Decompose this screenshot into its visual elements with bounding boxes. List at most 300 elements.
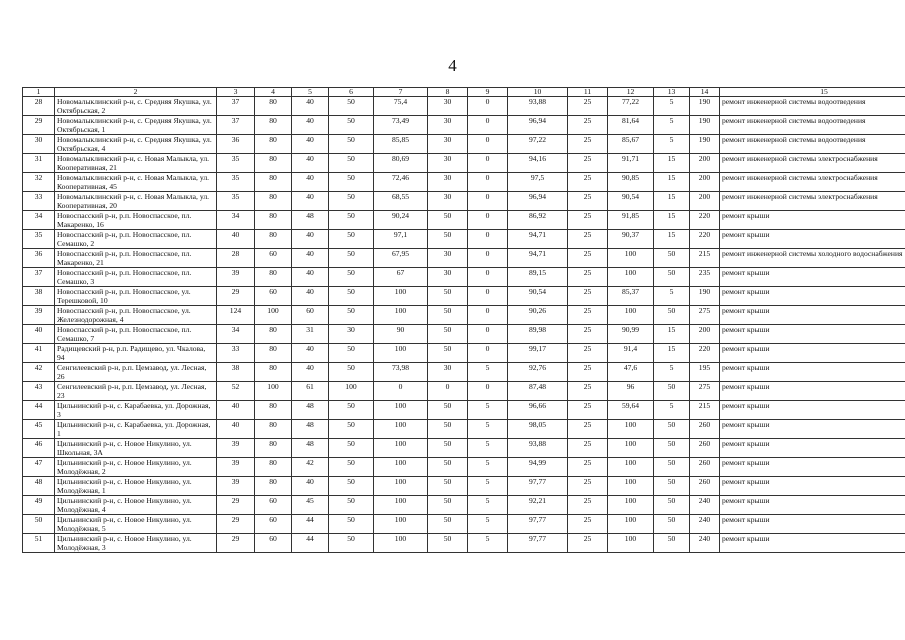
table-cell: 50 xyxy=(329,458,374,477)
work-type-cell: ремонт крыши xyxy=(720,344,905,363)
address-cell: Новомалыклинский р-н, с. Средняя Якушка, ул. Октябрьская, 1 xyxy=(55,116,217,135)
table-cell: 220 xyxy=(690,344,720,363)
work-type-cell: ремонт крыши xyxy=(720,268,905,287)
table-cell: 25 xyxy=(568,287,608,306)
table-cell: 50 xyxy=(428,477,468,496)
table-cell: 100 xyxy=(374,515,428,534)
table-cell: 36 xyxy=(23,249,55,268)
work-type-cell: ремонт крыши xyxy=(720,363,905,382)
table-cell: 80 xyxy=(255,344,292,363)
table-cell: 50 xyxy=(329,249,374,268)
table-cell: 50 xyxy=(428,211,468,230)
table-cell: 97,1 xyxy=(374,230,428,249)
table-cell: 50 xyxy=(428,496,468,515)
work-type-cell: ремонт инженерной системы электроснабжения xyxy=(720,173,905,192)
table-cell: 40 xyxy=(292,287,329,306)
table-cell: 37 xyxy=(217,116,255,135)
table-cell: 100 xyxy=(374,344,428,363)
table-cell: 50 xyxy=(428,420,468,439)
column-header: 3 xyxy=(217,88,255,97)
table-cell: 25 xyxy=(568,534,608,553)
table-cell: 50 xyxy=(654,496,690,515)
table-cell: 0 xyxy=(374,382,428,401)
table-cell: 25 xyxy=(568,515,608,534)
column-header: 5 xyxy=(292,88,329,97)
table-cell: 0 xyxy=(468,344,508,363)
table-row xyxy=(23,401,905,420)
table-cell: 97,22 xyxy=(508,135,568,154)
table-cell: 40 xyxy=(23,325,55,344)
address-cell: Цильнинский р-н, с. Новое Никулино, ул. Молодёжная, 5 xyxy=(55,515,217,534)
table-row xyxy=(23,249,905,268)
table-cell: 34 xyxy=(23,211,55,230)
table-cell: 94,71 xyxy=(508,249,568,268)
table-cell: 92,76 xyxy=(508,363,568,382)
table-cell: 60 xyxy=(255,496,292,515)
table-row xyxy=(23,344,905,363)
table-cell: 50 xyxy=(428,306,468,325)
table-cell: 25 xyxy=(568,116,608,135)
table-row xyxy=(23,420,905,439)
table-cell: 30 xyxy=(428,268,468,287)
table-cell: 50 xyxy=(329,116,374,135)
table-cell: 100 xyxy=(608,306,654,325)
table-cell: 100 xyxy=(255,306,292,325)
table-cell: 40 xyxy=(292,154,329,173)
table-row xyxy=(23,97,905,116)
table-cell: 25 xyxy=(568,192,608,211)
work-type-cell: ремонт инженерной системы электроснабжения xyxy=(720,192,905,211)
table-cell: 5 xyxy=(654,363,690,382)
address-cell: Новоспасский р-н, р.п. Новоспасское, пл. Семашко, 7 xyxy=(55,325,217,344)
table-cell: 80 xyxy=(255,97,292,116)
table-cell: 90,26 xyxy=(508,306,568,325)
table-cell: 50 xyxy=(23,515,55,534)
address-cell: Новоспасский р-н, р.п. Новоспасское, пл. Макаренко, 16 xyxy=(55,211,217,230)
table-cell: 61 xyxy=(292,382,329,401)
table-cell: 52 xyxy=(217,382,255,401)
table-cell: 50 xyxy=(329,97,374,116)
table-cell: 73,98 xyxy=(374,363,428,382)
table-cell: 36 xyxy=(217,135,255,154)
table-cell: 200 xyxy=(690,325,720,344)
work-type-cell: ремонт инженерной системы холодного водоснабжения xyxy=(720,249,905,268)
table-cell: 50 xyxy=(329,135,374,154)
table-cell: 100 xyxy=(255,382,292,401)
table-cell: 37 xyxy=(23,268,55,287)
table-cell: 44 xyxy=(23,401,55,420)
address-cell: Новоспасский р-н, р.п. Новоспасское, ул. Железнодорожная, 4 xyxy=(55,306,217,325)
table-cell: 40 xyxy=(292,97,329,116)
table-cell: 40 xyxy=(292,477,329,496)
table-cell: 80 xyxy=(255,135,292,154)
table-cell: 30 xyxy=(428,135,468,154)
table-cell: 50 xyxy=(329,192,374,211)
table-cell: 0 xyxy=(468,287,508,306)
table-cell: 5 xyxy=(654,97,690,116)
table-cell: 89,98 xyxy=(508,325,568,344)
work-type-cell: ремонт инженерной системы электроснабжения xyxy=(720,154,905,173)
table-cell: 41 xyxy=(23,344,55,363)
table-cell: 5 xyxy=(468,401,508,420)
table-cell: 97,77 xyxy=(508,534,568,553)
table-cell: 50 xyxy=(329,173,374,192)
table-cell: 5 xyxy=(468,439,508,458)
table-row xyxy=(23,534,905,553)
table-cell: 100 xyxy=(374,477,428,496)
address-cell: Новоспасский р-н, р.п. Новоспасское, пл. Макаренко, 21 xyxy=(55,249,217,268)
table-cell: 86,92 xyxy=(508,211,568,230)
table-cell: 100 xyxy=(608,515,654,534)
column-header: 9 xyxy=(468,88,508,97)
table-cell: 50 xyxy=(654,249,690,268)
table-cell: 25 xyxy=(568,97,608,116)
work-type-cell: ремонт крыши xyxy=(720,306,905,325)
table-cell: 48 xyxy=(292,401,329,420)
table-cell: 42 xyxy=(23,363,55,382)
table-cell: 190 xyxy=(690,116,720,135)
table-cell: 48 xyxy=(292,439,329,458)
table-cell: 38 xyxy=(23,287,55,306)
table-cell: 100 xyxy=(374,496,428,515)
table-cell: 50 xyxy=(428,515,468,534)
table-cell: 80 xyxy=(255,325,292,344)
table-cell: 200 xyxy=(690,173,720,192)
table-cell: 100 xyxy=(608,439,654,458)
table-cell: 68,55 xyxy=(374,192,428,211)
table-cell: 39 xyxy=(217,458,255,477)
address-cell: Радищевский р-н, р.п. Радищево, ул. Чкалова, 94 xyxy=(55,344,217,363)
table-cell: 100 xyxy=(608,458,654,477)
column-header: 4 xyxy=(255,88,292,97)
table-cell: 25 xyxy=(568,477,608,496)
table-cell: 0 xyxy=(468,116,508,135)
table-cell: 220 xyxy=(690,211,720,230)
table-cell: 90 xyxy=(374,325,428,344)
table-cell: 100 xyxy=(374,401,428,420)
column-header: 7 xyxy=(374,88,428,97)
table-cell: 43 xyxy=(23,382,55,401)
table-row xyxy=(23,211,905,230)
column-header: 10 xyxy=(508,88,568,97)
table-cell: 25 xyxy=(568,344,608,363)
table-cell: 100 xyxy=(608,477,654,496)
table-cell: 50 xyxy=(329,496,374,515)
table-cell: 100 xyxy=(608,268,654,287)
table-cell: 30 xyxy=(428,192,468,211)
table-cell: 50 xyxy=(654,306,690,325)
table-cell: 42 xyxy=(292,458,329,477)
table-cell: 37 xyxy=(217,97,255,116)
table-cell: 5 xyxy=(654,401,690,420)
table-cell: 80 xyxy=(255,458,292,477)
work-type-cell: ремонт крыши xyxy=(720,287,905,306)
table-cell: 60 xyxy=(292,306,329,325)
work-type-cell: ремонт крыши xyxy=(720,439,905,458)
table-row xyxy=(23,173,905,192)
table-body xyxy=(23,97,905,553)
table-cell: 50 xyxy=(329,344,374,363)
table-row xyxy=(23,287,905,306)
table-cell: 25 xyxy=(568,439,608,458)
table-cell: 80 xyxy=(255,439,292,458)
table-row xyxy=(23,363,905,382)
table-cell: 97,77 xyxy=(508,477,568,496)
work-type-cell: ремонт крыши xyxy=(720,477,905,496)
table-cell: 50 xyxy=(329,154,374,173)
table-cell: 50 xyxy=(654,534,690,553)
column-header: 8 xyxy=(428,88,468,97)
address-cell: Цильнинский р-н, с. Новое Никулино, ул. Молодёжная, 1 xyxy=(55,477,217,496)
table-cell: 40 xyxy=(292,344,329,363)
table-cell: 15 xyxy=(654,173,690,192)
table-cell: 40 xyxy=(217,230,255,249)
table-cell: 31 xyxy=(292,325,329,344)
table-cell: 93,88 xyxy=(508,439,568,458)
work-type-cell: ремонт крыши xyxy=(720,325,905,344)
table-cell: 80 xyxy=(255,211,292,230)
table-cell: 80 xyxy=(255,192,292,211)
table-cell: 90,99 xyxy=(608,325,654,344)
table-cell: 35 xyxy=(23,230,55,249)
table-cell: 85,85 xyxy=(374,135,428,154)
table-cell: 30 xyxy=(23,135,55,154)
column-header: 1 xyxy=(23,88,55,97)
address-cell: Новомалыклинский р-н, с. Средняя Якушка, ул. Октябрьская, 4 xyxy=(55,135,217,154)
table-cell: 5 xyxy=(654,287,690,306)
table-row xyxy=(23,135,905,154)
table-cell: 50 xyxy=(329,306,374,325)
table-row xyxy=(23,268,905,287)
table-cell: 29 xyxy=(23,116,55,135)
table-cell: 5 xyxy=(468,515,508,534)
table-cell: 50 xyxy=(428,534,468,553)
table-cell: 260 xyxy=(690,458,720,477)
table-row xyxy=(23,439,905,458)
table-cell: 25 xyxy=(568,249,608,268)
table-cell: 32 xyxy=(23,173,55,192)
table-cell: 29 xyxy=(217,496,255,515)
table-cell: 80 xyxy=(255,401,292,420)
table-cell: 96,66 xyxy=(508,401,568,420)
table-cell: 50 xyxy=(654,515,690,534)
table-cell: 94,16 xyxy=(508,154,568,173)
table-cell: 15 xyxy=(654,325,690,344)
table-cell: 39 xyxy=(23,306,55,325)
table-cell: 190 xyxy=(690,135,720,154)
work-type-cell: ремонт инженерной системы водоотведения xyxy=(720,135,905,154)
table-cell: 85,37 xyxy=(608,287,654,306)
table-cell: 0 xyxy=(468,173,508,192)
table-cell: 50 xyxy=(654,382,690,401)
table-cell: 25 xyxy=(568,325,608,344)
address-cell: Новоспасский р-н, р.п. Новоспасское, пл. Семашко, 2 xyxy=(55,230,217,249)
table-cell: 39 xyxy=(217,439,255,458)
table-cell: 40 xyxy=(292,192,329,211)
table-cell: 40 xyxy=(292,135,329,154)
address-cell: Цильнинский р-н, с. Карабаевка, ул. Дорожная, 3 xyxy=(55,401,217,420)
table-row xyxy=(23,458,905,477)
table-row xyxy=(23,306,905,325)
table-cell: 89,15 xyxy=(508,268,568,287)
table-cell: 33 xyxy=(217,344,255,363)
table-row xyxy=(23,154,905,173)
table-cell: 75,4 xyxy=(374,97,428,116)
table-cell: 59,64 xyxy=(608,401,654,420)
table-cell: 30 xyxy=(428,97,468,116)
work-type-cell: ремонт крыши xyxy=(720,401,905,420)
table-cell: 60 xyxy=(255,249,292,268)
work-type-cell: ремонт инженерной системы водоотведения xyxy=(720,97,905,116)
table-cell: 0 xyxy=(468,192,508,211)
table-cell: 47 xyxy=(23,458,55,477)
table-cell: 39 xyxy=(217,477,255,496)
repair-table xyxy=(22,87,905,553)
table-cell: 77,22 xyxy=(608,97,654,116)
table-cell: 50 xyxy=(329,287,374,306)
table-cell: 97,5 xyxy=(508,173,568,192)
column-header: 15 xyxy=(720,88,905,97)
table-cell: 100 xyxy=(374,458,428,477)
table-cell: 80 xyxy=(255,420,292,439)
table-cell: 0 xyxy=(468,325,508,344)
table-cell: 90,54 xyxy=(508,287,568,306)
table-cell: 73,49 xyxy=(374,116,428,135)
table-cell: 50 xyxy=(654,458,690,477)
table-cell: 39 xyxy=(217,268,255,287)
table-cell: 91,71 xyxy=(608,154,654,173)
table-cell: 50 xyxy=(329,401,374,420)
table-cell: 240 xyxy=(690,515,720,534)
table-cell: 28 xyxy=(23,97,55,116)
table-cell: 50 xyxy=(428,344,468,363)
table-cell: 90,37 xyxy=(608,230,654,249)
table-cell: 100 xyxy=(608,534,654,553)
table-cell: 40 xyxy=(292,268,329,287)
table-cell: 0 xyxy=(468,268,508,287)
table-cell: 94,71 xyxy=(508,230,568,249)
table-cell: 50 xyxy=(428,325,468,344)
table-cell: 50 xyxy=(329,534,374,553)
table-cell: 93,88 xyxy=(508,97,568,116)
table-cell: 50 xyxy=(329,515,374,534)
table-cell: 80 xyxy=(255,363,292,382)
table-cell: 51 xyxy=(23,534,55,553)
table-cell: 96,94 xyxy=(508,192,568,211)
table-cell: 85,67 xyxy=(608,135,654,154)
table-cell: 50 xyxy=(329,420,374,439)
table-cell: 50 xyxy=(654,477,690,496)
table-row xyxy=(23,515,905,534)
table-cell: 40 xyxy=(217,401,255,420)
table-cell: 60 xyxy=(255,534,292,553)
table-row xyxy=(23,325,905,344)
table-cell: 100 xyxy=(329,382,374,401)
table-cell: 260 xyxy=(690,420,720,439)
column-header: 6 xyxy=(329,88,374,97)
table-cell: 100 xyxy=(608,249,654,268)
table-cell: 275 xyxy=(690,306,720,325)
table-cell: 96,94 xyxy=(508,116,568,135)
table-cell: 44 xyxy=(292,515,329,534)
table-cell: 25 xyxy=(568,401,608,420)
table-cell: 50 xyxy=(428,458,468,477)
table-cell: 99,17 xyxy=(508,344,568,363)
table-cell: 67,95 xyxy=(374,249,428,268)
address-cell: Новомалыклинский р-н, с. Новая Малыкла, ул. Кооперативная, 45 xyxy=(55,173,217,192)
table-cell: 94,99 xyxy=(508,458,568,477)
table-cell: 0 xyxy=(468,382,508,401)
page-number: 4 xyxy=(448,56,457,75)
table-cell: 40 xyxy=(292,116,329,135)
table-cell: 97,77 xyxy=(508,515,568,534)
table-cell: 50 xyxy=(428,230,468,249)
table-cell: 60 xyxy=(255,287,292,306)
table-cell: 90,85 xyxy=(608,173,654,192)
table-cell: 50 xyxy=(329,230,374,249)
table-cell: 40 xyxy=(217,420,255,439)
table-cell: 96 xyxy=(608,382,654,401)
table-cell: 30 xyxy=(428,154,468,173)
table-cell: 90,54 xyxy=(608,192,654,211)
table-cell: 5 xyxy=(468,496,508,515)
table-cell: 44 xyxy=(292,534,329,553)
table-cell: 30 xyxy=(428,363,468,382)
table-cell: 25 xyxy=(568,496,608,515)
column-header: 11 xyxy=(568,88,608,97)
table-cell: 60 xyxy=(255,515,292,534)
table-cell: 80 xyxy=(255,173,292,192)
table-cell: 35 xyxy=(217,154,255,173)
table-cell: 100 xyxy=(608,420,654,439)
table-row xyxy=(23,116,905,135)
table-cell: 0 xyxy=(468,154,508,173)
table-cell: 91,85 xyxy=(608,211,654,230)
work-type-cell: ремонт крыши xyxy=(720,420,905,439)
table-cell: 30 xyxy=(428,173,468,192)
table-cell: 35 xyxy=(217,192,255,211)
table-cell: 240 xyxy=(690,496,720,515)
table-cell: 0 xyxy=(428,382,468,401)
table-cell: 80 xyxy=(255,230,292,249)
table-cell: 195 xyxy=(690,363,720,382)
table-cell: 45 xyxy=(23,420,55,439)
column-header: 12 xyxy=(608,88,654,97)
table-cell: 72,46 xyxy=(374,173,428,192)
table-cell: 15 xyxy=(654,344,690,363)
table-cell: 25 xyxy=(568,382,608,401)
address-cell: Новомалыклинский р-н, с. Средняя Якушка, ул. Октябрьская, 2 xyxy=(55,97,217,116)
table-cell: 46 xyxy=(23,439,55,458)
table-cell: 80 xyxy=(255,154,292,173)
table-cell: 30 xyxy=(428,249,468,268)
table-cell: 100 xyxy=(374,420,428,439)
table-cell: 25 xyxy=(568,268,608,287)
table-cell: 260 xyxy=(690,439,720,458)
table-cell: 190 xyxy=(690,97,720,116)
table-cell: 29 xyxy=(217,515,255,534)
table-cell: 25 xyxy=(568,230,608,249)
table-cell: 80 xyxy=(255,116,292,135)
table-cell: 240 xyxy=(690,534,720,553)
table-cell: 87,48 xyxy=(508,382,568,401)
table-cell: 5 xyxy=(468,363,508,382)
work-type-cell: ремонт крыши xyxy=(720,515,905,534)
table-cell: 50 xyxy=(329,439,374,458)
table-cell: 92,21 xyxy=(508,496,568,515)
table-cell: 200 xyxy=(690,192,720,211)
table-cell: 35 xyxy=(217,173,255,192)
